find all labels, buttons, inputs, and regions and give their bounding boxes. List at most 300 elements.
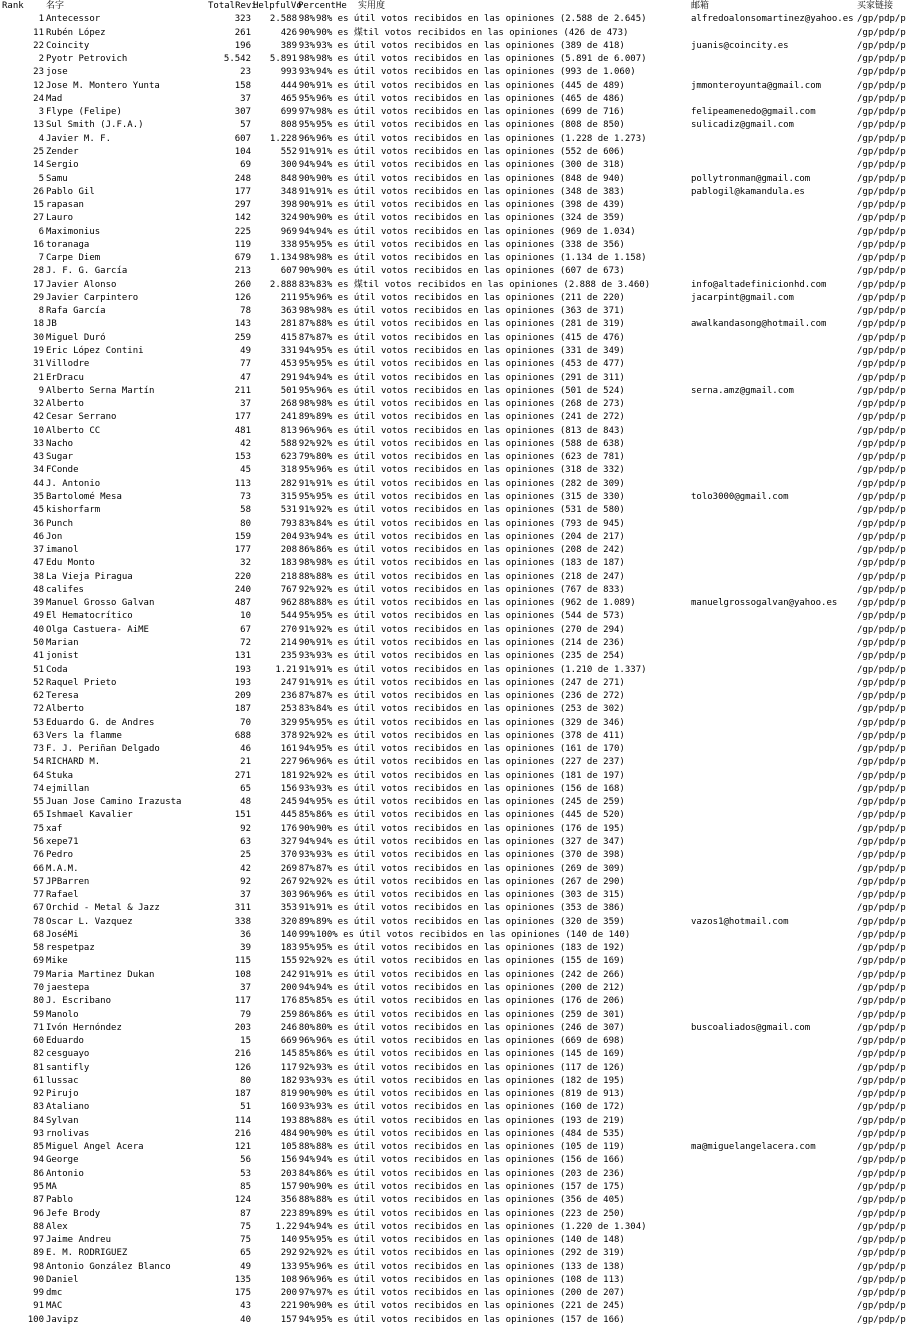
cell-buyer-link[interactable]: /gp/pdp/p [857,1208,906,1219]
cell-buyer-link[interactable]: /gp/pdp/p [857,518,906,529]
cell-buyer-link[interactable]: /gp/pdp/p [857,67,906,78]
cell-email[interactable] [691,796,856,809]
cell-percent-helpful[interactable]: 91% [298,677,315,688]
cell-usefulness[interactable]: 93% es útil votos recibidos en las opiniones (370 de 398) [316,850,625,861]
cell-percent-helpful[interactable]: 92% [298,876,315,887]
cell-buyer-link[interactable]: /gp/pdp/p [857,54,906,65]
cell-email[interactable] [691,1274,856,1287]
cell-name[interactable]: Eduardo [46,1036,84,1047]
cell-rank[interactable]: 51 [33,664,44,675]
cell-name[interactable]: toranaga [46,239,90,250]
cell-buyer-link[interactable]: /gp/pdp/p [857,1314,906,1325]
cell-name[interactable]: Sugar [46,452,74,463]
cell-total-reviews[interactable]: 5.542 [223,54,251,65]
cell-usefulness[interactable]: 94% es útil votos recibidos en las opiniones (204 de 217) [316,531,625,542]
cell-buyer-link[interactable]: /gp/pdp/p [857,385,906,396]
cell-helpful-votes[interactable]: 444 [280,80,297,91]
cell-email[interactable] [691,1261,856,1274]
cell-name[interactable]: imanol [46,545,79,556]
cell-rank[interactable]: 41 [33,651,44,662]
cell-total-reviews[interactable]: 248 [234,173,251,184]
cell-usefulness[interactable]: 90% es 煤til votos recibidos en las opiniones (426 de 473) [316,27,629,38]
cell-total-reviews[interactable]: 126 [234,292,251,303]
cell-helpful-votes[interactable]: 211 [280,292,297,303]
cell-total-reviews[interactable]: 131 [234,651,251,662]
cell-usefulness[interactable]: 86% es útil votos recibidos en las opiniones (203 de 236) [316,1168,625,1179]
cell-email[interactable] [691,1208,856,1221]
cell-total-reviews[interactable]: 225 [234,226,251,237]
cell-rank[interactable]: 31 [33,359,44,370]
cell-name[interactable]: M.A.M. [46,863,79,874]
cell-percent-helpful[interactable]: 94% [298,372,315,383]
cell-rank[interactable]: 7 [38,253,44,264]
cell-usefulness[interactable]: 98% es útil votos recibidos en las opiniones (5.891 de 6.007) [316,54,647,65]
cell-email[interactable] [691,610,856,623]
cell-rank[interactable]: 60 [33,1036,44,1047]
cell-name[interactable]: MAC [46,1301,63,1312]
cell-email[interactable] [691,133,856,146]
cell-rank[interactable]: 48 [33,584,44,595]
cell-total-reviews[interactable]: 43 [240,1301,251,1312]
cell-percent-helpful[interactable]: 94% [298,226,315,237]
cell-percent-helpful[interactable]: 87% [298,691,315,702]
cell-email[interactable] [691,66,856,79]
cell-total-reviews[interactable]: 607 [234,133,251,144]
cell-total-reviews[interactable]: 117 [234,996,251,1007]
cell-email[interactable]: felipeamenedo@gmail.com [691,107,816,118]
cell-name[interactable]: Raquel Prieto [46,677,117,688]
cell-email[interactable] [691,889,856,902]
cell-name[interactable]: Maria Martinez Dukan [46,969,155,980]
cell-buyer-link[interactable]: /gp/pdp/p [857,1274,906,1285]
cell-helpful-votes[interactable]: 157 [280,1314,297,1325]
cell-percent-helpful[interactable]: 85% [298,996,315,1007]
cell-total-reviews[interactable]: 177 [234,412,251,423]
cell-usefulness[interactable]: 95% es útil votos recibidos en las opiniones (161 de 170) [316,744,625,755]
cell-name[interactable]: Manolo [46,1009,79,1020]
cell-total-reviews[interactable]: 177 [234,545,251,556]
cell-name[interactable]: Rubén López [46,27,106,38]
cell-total-reviews[interactable]: 261 [234,27,251,38]
cell-rank[interactable]: 84 [33,1115,44,1126]
cell-usefulness[interactable]: 88% es útil votos recibidos en las opiniones (962 de 1.089) [316,598,636,609]
cell-email[interactable] [691,995,856,1008]
cell-name[interactable]: jose [46,67,68,78]
cell-percent-helpful[interactable]: 93% [298,67,315,78]
cell-percent-helpful[interactable]: 96% [298,133,315,144]
cell-email[interactable] [691,849,856,862]
cell-name[interactable]: rapasan [46,200,84,211]
cell-percent-helpful[interactable]: 88% [298,1195,315,1206]
cell-helpful-votes[interactable]: 267 [280,876,297,887]
cell-helpful-votes[interactable]: 300 [280,160,297,171]
cell-email[interactable]: juanis@coincity.es [691,40,789,51]
cell-email[interactable] [691,1075,856,1088]
cell-percent-helpful[interactable]: 90% [298,173,315,184]
cell-percent-helpful[interactable]: 98% [298,399,315,410]
cell-total-reviews[interactable]: 259 [234,332,251,343]
cell-percent-helpful[interactable]: 94% [298,837,315,847]
cell-email[interactable] [691,27,856,40]
cell-name[interactable]: Eric López Contini [46,346,144,357]
cell-total-reviews[interactable]: 65 [240,783,251,794]
cell-buyer-link[interactable]: /gp/pdp/p [857,677,906,688]
cell-total-reviews[interactable]: 92 [240,823,251,834]
header-percent-helpful[interactable]: PercentHe [298,1,347,11]
cell-buyer-link[interactable]: /gp/pdp/p [857,40,906,51]
cell-percent-helpful[interactable]: 98% [298,14,315,25]
cell-percent-helpful[interactable]: 94% [298,744,315,755]
cell-total-reviews[interactable]: 51 [240,1102,251,1113]
cell-percent-helpful[interactable]: 89% [298,916,315,927]
cell-usefulness[interactable]: 93% es útil votos recibidos en las opiniones (117 de 126) [316,1062,625,1073]
cell-percent-helpful[interactable]: 95% [298,717,315,728]
cell-buyer-link[interactable]: /gp/pdp/p [857,1168,906,1179]
cell-buyer-link[interactable]: /gp/pdp/p [857,704,906,715]
cell-buyer-link[interactable]: /gp/pdp/p [857,1235,906,1246]
cell-usefulness[interactable]: 88% es útil votos recibidos en las opiniones (193 de 219) [316,1115,625,1126]
cell-helpful-votes[interactable]: 247 [280,677,297,688]
cell-usefulness[interactable]: 96% es útil votos recibidos en las opiniones (465 de 486) [316,93,625,104]
cell-buyer-link[interactable]: /gp/pdp/p [857,1195,906,1206]
cell-email[interactable] [691,876,856,889]
cell-rank[interactable]: 32 [33,399,44,410]
cell-percent-helpful[interactable]: 91% [298,478,315,489]
cell-usefulness[interactable]: 90% es útil votos recibidos en las opiniones (819 de 913) [316,1089,625,1100]
cell-usefulness[interactable]: 92% es útil votos recibidos en las opiniones (267 de 290) [316,876,625,887]
cell-percent-helpful[interactable]: 94% [298,160,315,171]
cell-email[interactable] [691,902,856,915]
cell-usefulness[interactable]: 88% es útil votos recibidos en las opiniones (356 de 405) [316,1195,625,1206]
cell-usefulness[interactable]: 90% es útil votos recibidos en las opiniones (607 de 673) [316,266,625,277]
cell-rank[interactable]: 27 [33,213,44,224]
cell-name[interactable]: Jaime Andreu [46,1235,112,1246]
cell-name[interactable]: Javipz [46,1314,79,1325]
cell-email[interactable] [691,650,856,663]
cell-buyer-link[interactable]: /gp/pdp/p [857,783,906,794]
cell-percent-helpful[interactable]: 83% [298,518,315,529]
cell-name[interactable]: lussac [46,1075,79,1086]
cell-name[interactable]: Sergio [46,160,79,171]
cell-buyer-link[interactable]: /gp/pdp/p [857,478,906,489]
cell-helpful-votes[interactable]: 181 [280,770,297,781]
cell-buyer-link[interactable]: /gp/pdp/p [857,200,906,211]
cell-email[interactable] [691,332,856,345]
cell-total-reviews[interactable]: 297 [234,200,251,211]
cell-usefulness[interactable]: 92% es útil votos recibidos en las opiniones (767 de 833) [316,584,625,595]
cell-email[interactable]: jmmonteroyunta@gmail.com [691,80,822,91]
cell-helpful-votes[interactable]: 969 [280,226,297,237]
cell-helpful-votes[interactable]: 157 [280,1182,297,1193]
cell-email[interactable]: vazos1@hotmail.com [691,916,789,927]
cell-email[interactable] [691,159,856,172]
cell-helpful-votes[interactable]: 338 [280,239,297,250]
cell-helpful-votes[interactable]: 699 [280,107,297,118]
cell-percent-helpful[interactable]: 95% [298,120,315,131]
cell-rank[interactable]: 22 [33,40,44,51]
cell-name[interactable]: George [46,1155,79,1166]
cell-buyer-link[interactable]: /gp/pdp/p [857,1036,906,1047]
cell-helpful-votes[interactable]: 282 [280,478,297,489]
cell-email[interactable] [691,1221,856,1234]
cell-name[interactable]: J. F. G. García [46,266,128,277]
cell-helpful-votes[interactable]: 389 [280,40,297,51]
cell-total-reviews[interactable]: 77 [240,359,251,370]
cell-buyer-link[interactable]: /gp/pdp/p [857,558,906,569]
cell-helpful-votes[interactable]: 183 [280,558,297,569]
cell-buyer-link[interactable]: /gp/pdp/p [857,465,906,476]
cell-buyer-link[interactable]: /gp/pdp/p [857,890,906,901]
cell-name[interactable]: JoséMi [46,929,79,940]
cell-buyer-link[interactable]: /gp/pdp/p [857,1128,906,1139]
cell-total-reviews[interactable]: 87 [240,1208,251,1219]
cell-usefulness[interactable]: 91% es útil votos recibidos en las opiniones (1.210 de 1.337) [316,664,647,675]
cell-rank[interactable]: 93 [33,1128,44,1139]
cell-name[interactable]: Antonio [46,1168,84,1179]
cell-helpful-votes[interactable]: 203 [280,1168,297,1179]
cell-email[interactable] [691,544,856,557]
cell-rank[interactable]: 54 [33,757,44,768]
cell-helpful-votes[interactable]: 140 [280,929,297,940]
cell-helpful-votes[interactable]: 993 [280,67,297,78]
cell-rank[interactable]: 97 [33,1235,44,1246]
cell-rank[interactable]: 15 [33,200,44,211]
cell-name[interactable]: Manuel Grosso Galvan [46,598,155,609]
cell-percent-helpful[interactable]: 88% [298,571,315,582]
cell-usefulness[interactable]: 96% es útil votos recibidos en las opiniones (501 de 524) [316,385,625,396]
cell-usefulness[interactable]: 94% es útil votos recibidos en las opiniones (291 de 311) [316,372,625,383]
cell-email[interactable] [691,345,856,358]
cell-name[interactable]: Javier Alonso [46,279,117,290]
cell-usefulness[interactable]: 90% es útil votos recibidos en las opiniones (484 de 535) [316,1128,625,1139]
cell-rank[interactable]: 25 [33,146,44,157]
cell-helpful-votes[interactable]: 607 [280,266,297,277]
cell-name[interactable]: Bartolomé Mesa [46,491,122,502]
cell-usefulness[interactable]: 80% es útil votos recibidos en las opiniones (623 de 781) [316,452,625,463]
cell-buyer-link[interactable]: /gp/pdp/p [857,584,906,595]
cell-name[interactable]: ejmillan [46,783,90,794]
cell-total-reviews[interactable]: 187 [234,1089,251,1100]
cell-rank[interactable]: 74 [33,783,44,794]
cell-buyer-link[interactable]: /gp/pdp/p [857,1248,906,1259]
cell-rank[interactable]: 21 [33,372,44,383]
cell-email[interactable] [691,863,856,876]
cell-usefulness[interactable]: 98% es útil votos recibidos en las opiniones (363 de 371) [316,306,625,317]
cell-percent-helpful[interactable]: 90% [298,823,315,834]
cell-rank[interactable]: 79 [33,969,44,980]
cell-rank[interactable]: 18 [33,319,44,330]
cell-rank[interactable]: 16 [33,239,44,250]
cell-buyer-link[interactable]: /gp/pdp/p [857,505,906,516]
cell-helpful-votes[interactable]: 156 [280,1155,297,1166]
cell-rank[interactable]: 36 [33,518,44,529]
cell-email[interactable] [691,199,856,212]
cell-percent-helpful[interactable]: 91% [298,505,315,516]
cell-buyer-link[interactable]: /gp/pdp/p [857,531,906,542]
cell-email[interactable] [691,770,856,783]
cell-email[interactable] [691,1247,856,1260]
cell-percent-helpful[interactable]: 90% [298,1182,315,1193]
cell-email[interactable] [691,955,856,968]
cell-name[interactable]: Jefe Brody [46,1208,101,1219]
cell-usefulness[interactable]: 96% es útil votos recibidos en las opiniones (211 de 220) [316,292,625,303]
cell-helpful-votes[interactable]: 5.891 [269,54,297,65]
cell-helpful-votes[interactable]: 281 [280,319,297,330]
cell-percent-helpful[interactable]: 92% [298,1062,315,1073]
cell-helpful-votes[interactable]: 2.888 [269,279,297,290]
cell-usefulness[interactable]: 86% es útil votos recibidos en las opiniones (445 de 520) [316,810,625,821]
cell-rank[interactable]: 64 [33,770,44,781]
cell-email[interactable] [691,478,856,491]
cell-rank[interactable]: 12 [33,80,44,91]
cell-buyer-link[interactable]: /gp/pdp/p [857,120,906,131]
cell-usefulness[interactable]: 92% es útil votos recibidos en las opiniones (270 de 294) [316,624,625,635]
cell-buyer-link[interactable]: /gp/pdp/p [857,1009,906,1020]
cell-helpful-votes[interactable]: 2.588 [269,14,297,25]
cell-rank[interactable]: 28 [33,266,44,277]
cell-rank[interactable]: 33 [33,438,44,449]
cell-helpful-votes[interactable]: 241 [280,412,297,423]
cell-total-reviews[interactable]: 39 [240,943,251,954]
cell-email[interactable] [691,1062,856,1075]
cell-total-reviews[interactable]: 37 [240,982,251,993]
cell-email[interactable] [691,809,856,822]
cell-buyer-link[interactable]: /gp/pdp/p [857,982,906,993]
cell-total-reviews[interactable]: 78 [240,306,251,317]
cell-usefulness[interactable]: 96% es útil votos recibidos en las opiniones (227 de 237) [316,757,625,768]
cell-percent-helpful[interactable]: 83% [298,279,315,290]
cell-name[interactable]: Nacho [46,438,74,449]
cell-helpful-votes[interactable]: 221 [280,1301,297,1312]
cell-percent-helpful[interactable]: 97% [298,107,315,118]
cell-email[interactable] [691,464,856,477]
cell-usefulness[interactable]: 95% es útil votos recibidos en las opiniones (338 de 356) [316,239,625,250]
cell-total-reviews[interactable]: 67 [240,624,251,635]
cell-rank[interactable]: 66 [33,863,44,874]
cell-name[interactable]: Juan Jose Camino Irazusta [46,797,182,808]
cell-rank[interactable]: 14 [33,160,44,171]
cell-rank[interactable]: 38 [33,571,44,582]
cell-percent-helpful[interactable]: 95% [298,611,315,622]
cell-buyer-link[interactable]: /gp/pdp/p [857,876,906,887]
cell-email[interactable]: info@altadefinicionhd.com [691,279,827,290]
cell-helpful-votes[interactable]: 259 [280,1009,297,1020]
cell-buyer-link[interactable]: /gp/pdp/p [857,810,906,821]
cell-email[interactable] [691,425,856,438]
cell-helpful-votes[interactable]: 767 [280,584,297,595]
cell-buyer-link[interactable]: /gp/pdp/p [857,27,906,38]
cell-total-reviews[interactable]: 56 [240,1155,251,1166]
cell-email[interactable] [691,518,856,531]
cell-helpful-votes[interactable]: 242 [280,969,297,980]
cell-email[interactable] [691,398,856,411]
cell-helpful-votes[interactable]: 793 [280,518,297,529]
cell-usefulness[interactable]: 96% es útil votos recibidos en las opiniones (318 de 332) [316,465,625,476]
cell-name[interactable]: Marian [46,637,79,648]
cell-total-reviews[interactable]: 209 [234,691,251,702]
cell-percent-helpful[interactable]: 88% [298,1115,315,1126]
cell-percent-helpful[interactable]: 98% [298,306,315,317]
cell-rank[interactable]: 17 [33,279,44,290]
cell-helpful-votes[interactable]: 270 [280,624,297,635]
cell-email[interactable]: tolo3000@gmail.com [691,491,789,502]
cell-usefulness[interactable]: 94% es útil votos recibidos en las opiniones (300 de 318) [316,160,625,171]
cell-usefulness[interactable]: 87% es útil votos recibidos en las opiniones (269 de 309) [316,863,625,874]
cell-total-reviews[interactable]: 37 [240,399,251,410]
cell-usefulness[interactable]: 93% es útil votos recibidos en las opiniones (235 de 254) [316,651,625,662]
cell-total-reviews[interactable]: 311 [234,903,251,914]
cell-total-reviews[interactable]: 47 [240,372,251,383]
cell-total-reviews[interactable]: 49 [240,346,251,357]
cell-buyer-link[interactable]: /gp/pdp/p [857,1288,906,1299]
cell-percent-helpful[interactable]: 91% [298,969,315,980]
cell-rank[interactable]: 5 [38,173,44,184]
cell-buyer-link[interactable]: /gp/pdp/p [857,757,906,768]
cell-helpful-votes[interactable]: 484 [280,1128,297,1139]
cell-total-reviews[interactable]: 57 [240,120,251,131]
cell-rank[interactable]: 44 [33,478,44,489]
cell-percent-helpful[interactable]: 84% [298,1168,315,1179]
cell-percent-helpful[interactable]: 95% [298,1261,315,1272]
cell-email[interactable] [691,1154,856,1167]
cell-usefulness[interactable]: 91% es útil votos recibidos en las opiniones (445 de 489) [316,80,625,91]
cell-buyer-link[interactable]: /gp/pdp/p [857,797,906,808]
cell-helpful-votes[interactable]: 315 [280,491,297,502]
cell-usefulness[interactable]: 94% es útil votos recibidos en las opiniones (327 de 347) [316,837,625,847]
cell-total-reviews[interactable]: 23 [240,67,251,78]
cell-total-reviews[interactable]: 108 [234,969,251,980]
cell-percent-helpful[interactable]: 98% [298,54,315,65]
cell-usefulness[interactable]: 96% es útil votos recibidos en las opiniones (133 de 138) [316,1261,625,1272]
cell-helpful-votes[interactable]: 348 [280,186,297,197]
cell-name[interactable]: Edu Monto [46,558,95,569]
cell-rank[interactable]: 87 [33,1195,44,1206]
cell-rank[interactable]: 83 [33,1102,44,1113]
cell-email[interactable] [691,717,856,730]
cell-total-reviews[interactable]: 32 [240,558,251,569]
cell-percent-helpful[interactable]: 96% [298,425,315,436]
cell-rank[interactable]: 62 [33,691,44,702]
cell-helpful-votes[interactable]: 193 [280,1115,297,1126]
cell-percent-helpful[interactable]: 93% [298,1102,315,1113]
cell-email[interactable] [691,1101,856,1114]
cell-email[interactable] [691,438,856,451]
cell-rank[interactable]: 90 [33,1274,44,1285]
cell-name[interactable]: Pirujo [46,1089,79,1100]
cell-percent-helpful[interactable]: 95% [298,359,315,370]
cell-helpful-votes[interactable]: 236 [280,691,297,702]
cell-helpful-votes[interactable]: 501 [280,385,297,396]
cell-total-reviews[interactable]: 80 [240,518,251,529]
cell-rank[interactable]: 81 [33,1062,44,1073]
cell-email[interactable] [691,942,856,955]
cell-total-reviews[interactable]: 37 [240,93,251,104]
cell-helpful-votes[interactable]: 465 [280,93,297,104]
cell-usefulness[interactable]: 95% es útil votos recibidos en las opiniones (329 de 346) [316,717,625,728]
cell-email[interactable] [691,836,856,849]
cell-rank[interactable]: 39 [33,598,44,609]
cell-rank[interactable]: 61 [33,1075,44,1086]
cell-usefulness[interactable]: 91% es útil votos recibidos en las opiniones (282 de 309) [316,478,625,489]
cell-total-reviews[interactable]: 220 [234,571,251,582]
cell-name[interactable]: F. J. Periñan Delgado [46,744,160,755]
cell-helpful-votes[interactable]: 105 [280,1142,297,1153]
cell-percent-helpful[interactable]: 96% [298,890,315,901]
cell-helpful-votes[interactable]: 1.228 [269,133,297,144]
cell-percent-helpful[interactable]: 85% [298,810,315,821]
cell-helpful-votes[interactable]: 552 [280,146,297,157]
cell-percent-helpful[interactable]: 98% [298,253,315,264]
